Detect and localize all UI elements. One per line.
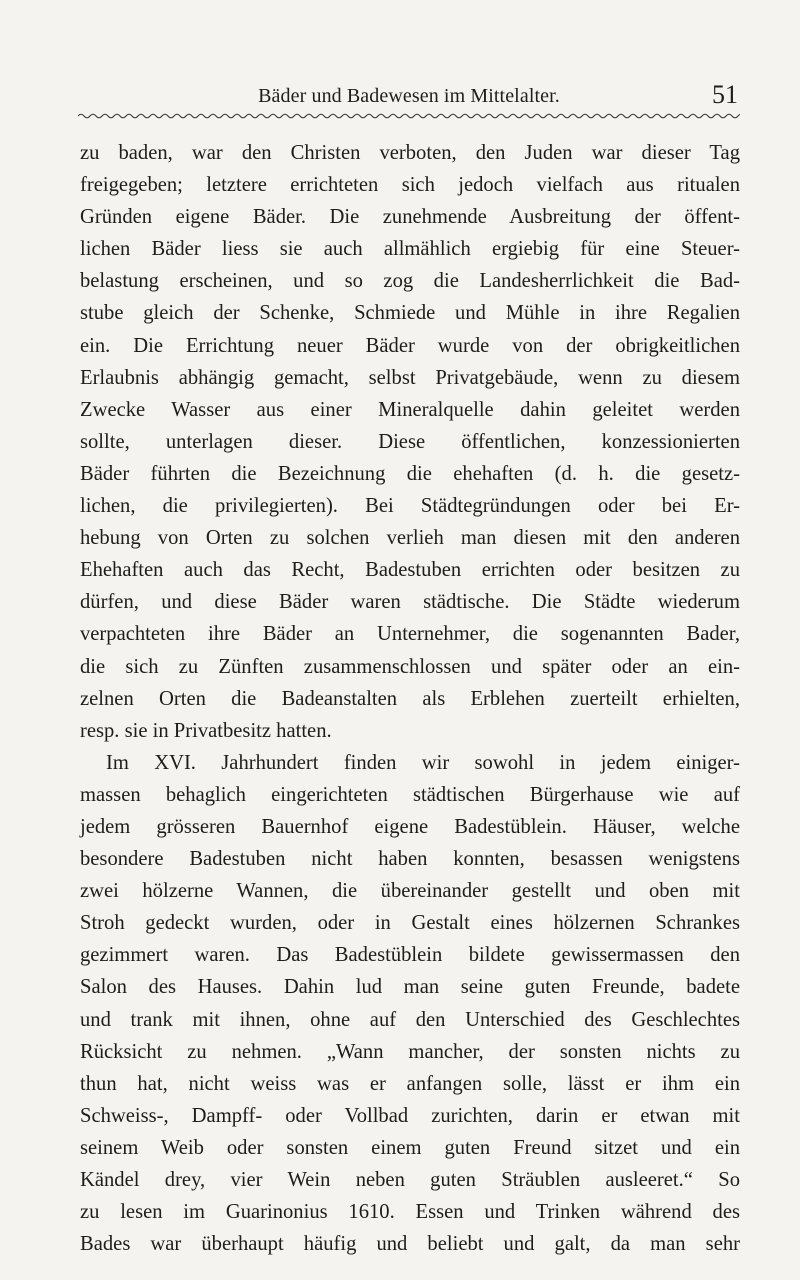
text-line: lichen, die privilegierten). Bei Städtegründungen oder bei Er-	[80, 495, 740, 518]
text-line: Ehehaften auch das Recht, Badestuben errichten oder besitzen zu	[80, 559, 740, 582]
text-line: Rücksicht zu nehmen. „Wann mancher, der sonsten nichts zu	[80, 1040, 740, 1063]
text-line: Schweiss-, Dampff- oder Vollbad zurichten, darin er etwan mit	[80, 1104, 740, 1127]
text-line: zu baden, war den Christen verboten, den Juden war dieser Tag	[80, 142, 740, 164]
text-line: Erlaubnis abhängig gemacht, selbst Privatgebäude, wenn zu diesem	[80, 366, 740, 389]
text-line: Bades war überhaupt häufig und beliebt und galt, da man sehr	[80, 1233, 740, 1256]
text-line: massen behaglich eingerichteten städtischen Bürgerhause wie auf	[80, 783, 740, 806]
text-line: zelnen Orten die Badeanstalten als Erblehen zuerteilt erhielten,	[80, 687, 740, 710]
text-line: Kändel drey, vier Wein neben guten Sträublen ausleeret.“ So	[80, 1169, 740, 1191]
running-head	[80, 82, 738, 110]
text-line: verpachteten ihre Bäder an Unternehmer, die sogenannten Bader,	[80, 623, 740, 646]
wavy-rule-ornament	[78, 111, 740, 121]
text-line: dürfen, und diese Bäder waren städtische. Die Städte wiederum	[80, 591, 740, 614]
paragraph-end-line: resp. sie in Privatbesitz hatten.	[80, 719, 332, 742]
text-line: seinem Weib oder sonsten einem guten Freund sitzet und ein	[80, 1136, 740, 1159]
text-line: freigegeben; letztere errichteten sich jedoch vielfach aus ritualen	[80, 174, 740, 197]
text-line: hebung von Orten zu solchen verlieh man diesen mit den anderen	[80, 527, 740, 550]
text-line: thun hat, nicht weiss was er anfangen solle, lässt er ihm ein	[80, 1072, 740, 1095]
text-line: belastung erscheinen, und so zog die Landesherrlichkeit die Bad-	[80, 270, 740, 293]
text-line: sollte, unterlagen dieser. Diese öffentlichen, konzessionierten	[80, 430, 740, 453]
text-line: zwei hölzerne Wannen, die übereinander gestellt und oben mit	[80, 880, 740, 903]
text-line: besondere Badestuben nicht haben konnten, besassen wenigstens	[80, 848, 740, 871]
text-line: stube gleich der Schenke, Schmiede und Mühle in ihre Regalien	[80, 302, 740, 325]
text-line: und trank mit ihnen, ohne auf den Unterschied des Geschlechtes	[80, 1008, 740, 1031]
text-line: Zwecke Wasser aus einer Mineralquelle dahin geleitet werden	[80, 398, 740, 421]
text-line: Salon des Hauses. Dahin lud man seine guten Freunde, badete	[80, 976, 740, 999]
text-line: Bäder führten die Bezeichnung die ehehaften (d. h. die gesetz-	[80, 462, 740, 485]
text-line: Gründen eigene Bäder. Die zunehmende Ausbreitung der öffent-	[80, 206, 740, 229]
page-number: 51	[712, 80, 738, 109]
running-head-title: Bäder und Badewesen im Mittelalter.	[258, 85, 560, 107]
text-line: jedem grösseren Bauernhof eigene Badestüblein. Häuser, welche	[80, 815, 740, 838]
text-line: die sich zu Zünften zusammenschlossen und später oder an ein-	[80, 655, 740, 678]
text-line: gezimmert waren. Das Badestüblein bildete gewissermassen den	[80, 944, 740, 967]
paragraph-start-line: Im XVI. Jahrhundert finden wir sowohl in jedem einiger-	[106, 751, 740, 774]
body-text	[80, 137, 740, 1260]
text-line: ein. Die Errichtung neuer Bäder wurde von der obrigkeitlichen	[80, 334, 740, 357]
text-line: zu lesen im Guarinonius 1610. Essen und Trinken während des	[80, 1201, 740, 1224]
text-line: Stroh gedeckt wurden, oder in Gestalt eines hölzernen Schrankes	[80, 912, 740, 935]
text-line: lichen Bäder liess sie auch allmählich ergiebig für eine Steuer-	[80, 238, 740, 261]
